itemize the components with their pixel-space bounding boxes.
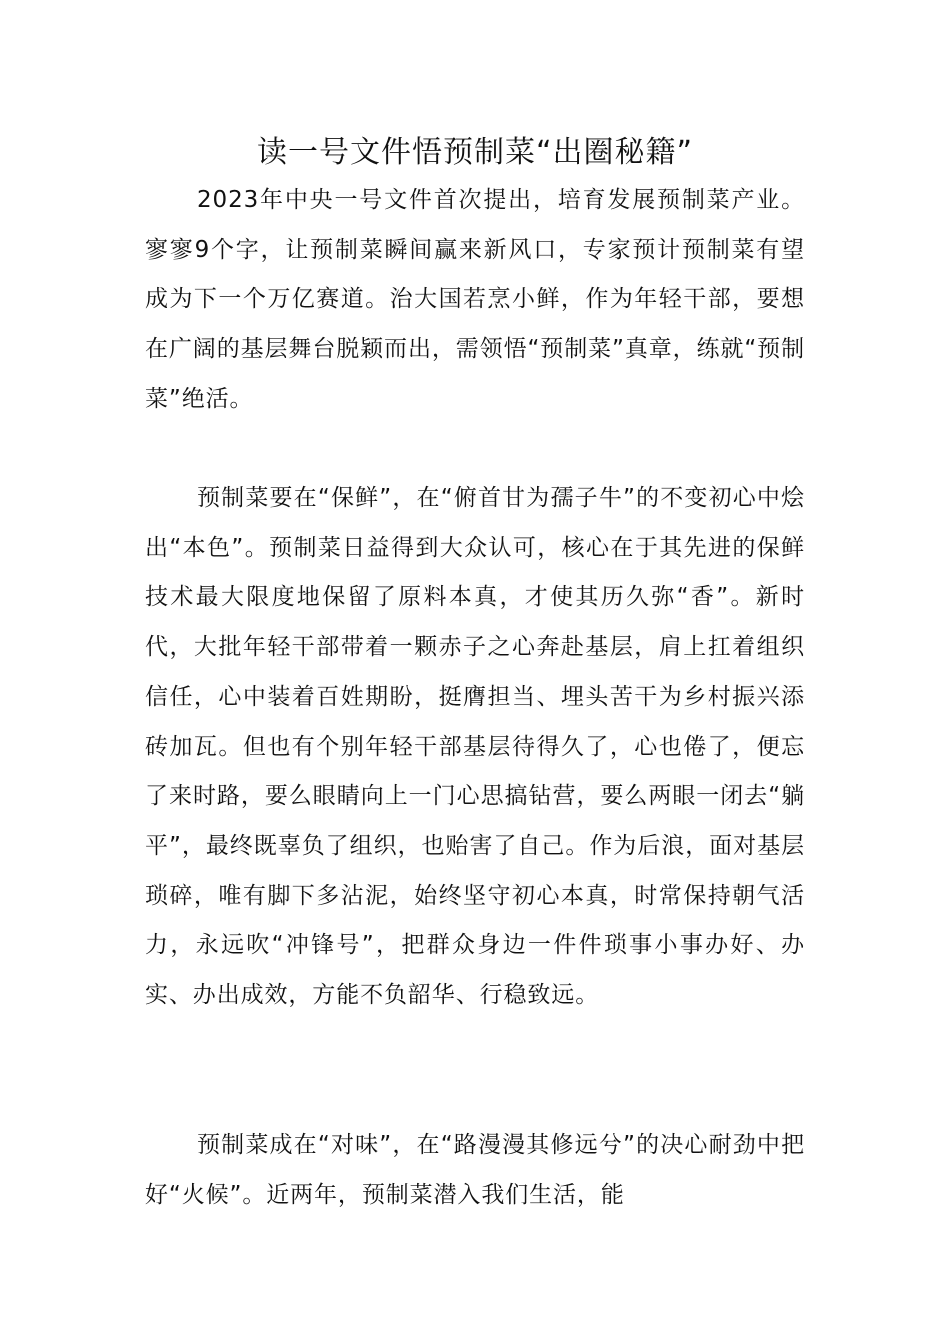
paragraph-taste: 预制菜成在“对味”，在“路漫漫其修远兮”的决心耐劲中把好“火候”。近两年，预制菜潜入我们生活，能 bbox=[145, 1132, 805, 1208]
document-title: 读一号文件悟预制菜“出圈秘籍” bbox=[256, 135, 694, 170]
paragraph-intro: 2023年中央一号文件首次提出，培育发展预制菜产业。寥寥9个字，让预制菜瞬间赢来新风口，专家预计预制菜有望成为下一个万亿赛道。治大国若烹小鲜，作为年轻干部，要想在广阔的基层舞台脱颖而出，需领悟“预制菜”真章，练就“预制菜”绝活。 bbox=[145, 187, 805, 412]
paragraph-freshness: 预制菜要在“保鲜”，在“俯首甘为孺子牛”的不变初心中烩出“本色”。预制菜日益得到大众认可，核心在于其先进的保鲜技术最大限度地保留了原料本真，才使其历久弥“香”。新时代，大批年轻干部带着一颗赤子之心奔赴基层，肩上扛着组织信任，心中装着百姓期盼，挺膺担当、埋头苦干为乡村振兴添砖加瓦。但也有个别年轻干部基层待得久了，心也倦了，便忘了来时路，要么眼睛向上一门心思搞钻营，要么两眼一闭去“躺平”，最终既辜负了组织，也贻害了自己。作为后浪，面对基层琐碎，唯有脚下多沾泥，始终坚守初心本真，时常保持朝气活力，永远吹“冲锋号”，把群众身边一件件琐事小事办好、办实、办出成效，方能不负韶华、行稳致远。 bbox=[145, 485, 805, 1009]
